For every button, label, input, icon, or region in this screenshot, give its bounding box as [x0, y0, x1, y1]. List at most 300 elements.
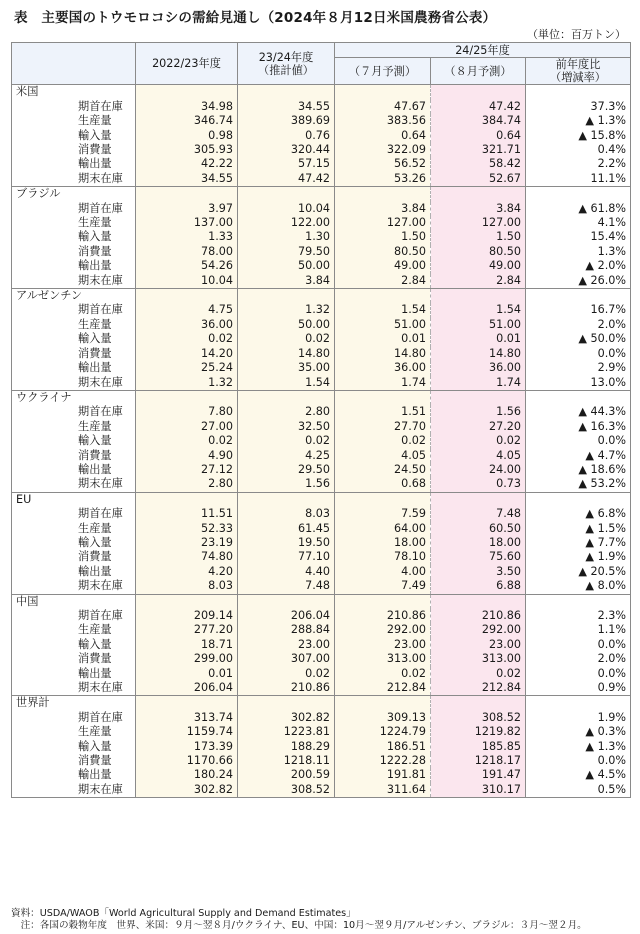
value-aug: 0.01	[431, 332, 526, 346]
blank-cell	[238, 187, 335, 202]
table-row	[12, 623, 631, 637]
country-row	[12, 187, 631, 202]
item-label: 輸出量	[12, 259, 136, 273]
item-label: 期末在庫	[12, 376, 136, 391]
value-july: 212.84	[335, 681, 431, 696]
table-row	[12, 376, 631, 391]
table-row	[12, 681, 631, 696]
value-2023: 14.80	[238, 347, 335, 361]
value-2022: 54.26	[136, 259, 238, 273]
value-july: 2.84	[335, 274, 431, 289]
value-change: ▲ 26.0%	[526, 274, 631, 289]
value-2023: 10.04	[238, 202, 335, 216]
table-row	[12, 463, 631, 477]
value-change: 11.1%	[526, 172, 631, 187]
value-july: 322.09	[335, 143, 431, 157]
source-note: 資料：USDA/WAOB「World Agricultural Supply and Demand Estimates」	[11, 908, 356, 919]
value-change: ▲ 18.6%	[526, 463, 631, 477]
value-2022: 8.03	[136, 579, 238, 594]
value-aug: 1.74	[431, 376, 526, 391]
item-label: 生産量	[12, 114, 136, 128]
value-2023: 0.02	[238, 434, 335, 448]
value-2022: 302.82	[136, 783, 238, 798]
table-row	[12, 420, 631, 434]
value-2023: 3.84	[238, 274, 335, 289]
value-2023: 32.50	[238, 420, 335, 434]
blank-cell	[136, 594, 238, 609]
value-change: 2.9%	[526, 361, 631, 375]
value-2022: 2.80	[136, 477, 238, 492]
item-label: 輸入量	[12, 332, 136, 346]
table-title: 表 主要国のトウモロコシの需給見通し（2024年８月12日米国農務省公表）	[14, 10, 497, 26]
country-row	[12, 696, 631, 711]
value-2023: 8.03	[238, 507, 335, 521]
item-label: 期末在庫	[12, 579, 136, 594]
value-2022: 27.00	[136, 420, 238, 434]
table-row	[12, 550, 631, 564]
value-change: 2.2%	[526, 157, 631, 171]
value-aug: 212.84	[431, 681, 526, 696]
value-aug: 7.48	[431, 507, 526, 521]
value-change: ▲ 6.8%	[526, 507, 631, 521]
country-row	[12, 289, 631, 304]
value-aug: 18.00	[431, 536, 526, 550]
value-july: 64.00	[335, 522, 431, 536]
value-aug: 1.50	[431, 230, 526, 244]
item-label: 期末在庫	[12, 172, 136, 187]
value-change: ▲ 16.3%	[526, 420, 631, 434]
value-aug: 1.56	[431, 405, 526, 419]
value-change: 0.4%	[526, 143, 631, 157]
value-july: 1.50	[335, 230, 431, 244]
table-row	[12, 332, 631, 346]
value-aug: 51.00	[431, 318, 526, 332]
value-aug: 14.80	[431, 347, 526, 361]
value-aug: 4.05	[431, 449, 526, 463]
table-row	[12, 172, 631, 187]
table-row	[12, 143, 631, 157]
value-aug: 310.17	[431, 783, 526, 798]
value-july: 292.00	[335, 623, 431, 637]
value-july: 14.80	[335, 347, 431, 361]
value-2022: 209.14	[136, 609, 238, 623]
blank-cell	[136, 492, 238, 507]
value-2023: 77.10	[238, 550, 335, 564]
table-row	[12, 216, 631, 230]
header-2024-group: 24/25年度	[335, 43, 631, 58]
value-aug: 58.42	[431, 157, 526, 171]
value-2022: 10.04	[136, 274, 238, 289]
value-2022: 7.80	[136, 405, 238, 419]
value-aug: 313.00	[431, 652, 526, 666]
item-label: 期末在庫	[12, 681, 136, 696]
blank-cell	[431, 187, 526, 202]
header-2023-line1: 23/24年度	[258, 50, 314, 64]
value-2023: 19.50	[238, 536, 335, 550]
crop-year-note: 注：各国の穀物年度 世界、米国：９月～翌８月/ウクライナ、EU、中国：10月～翌９月/アルゼンチン、ブラジル：３月～翌２月。	[11, 920, 587, 931]
blank-cell	[526, 289, 631, 304]
value-2022: 36.00	[136, 318, 238, 332]
header-2023	[238, 43, 335, 85]
value-2022: 1159.74	[136, 725, 238, 739]
item-label: 輸入量	[12, 638, 136, 652]
value-2022: 1.33	[136, 230, 238, 244]
value-july: 1.54	[335, 303, 431, 317]
table-row	[12, 449, 631, 463]
value-2022: 27.12	[136, 463, 238, 477]
value-aug: 1219.82	[431, 725, 526, 739]
country-row	[12, 390, 631, 405]
blank-cell	[431, 594, 526, 609]
table-row	[12, 579, 631, 594]
value-change: 37.3%	[526, 100, 631, 114]
value-2022: 0.01	[136, 667, 238, 681]
value-july: 1222.28	[335, 754, 431, 768]
value-2023: 302.82	[238, 711, 335, 725]
item-label: 輸出量	[12, 768, 136, 782]
table-row	[12, 638, 631, 652]
blank-cell	[526, 85, 631, 100]
value-july: 311.64	[335, 783, 431, 798]
value-july: 186.51	[335, 740, 431, 754]
value-2022: 4.90	[136, 449, 238, 463]
value-july: 27.70	[335, 420, 431, 434]
value-2022: 42.22	[136, 157, 238, 171]
value-change: ▲ 7.7%	[526, 536, 631, 550]
value-2023: 50.00	[238, 318, 335, 332]
value-aug: 1.54	[431, 303, 526, 317]
value-change: 13.0%	[526, 376, 631, 391]
value-july: 18.00	[335, 536, 431, 550]
value-change: 1.9%	[526, 711, 631, 725]
table-row	[12, 245, 631, 259]
blank-cell	[136, 390, 238, 405]
value-change: 16.7%	[526, 303, 631, 317]
item-label: 輸入量	[12, 129, 136, 143]
value-aug: 191.47	[431, 768, 526, 782]
value-july: 56.52	[335, 157, 431, 171]
country-row	[12, 492, 631, 507]
value-2022: 0.98	[136, 129, 238, 143]
value-2023: 210.86	[238, 681, 335, 696]
value-change: ▲ 4.5%	[526, 768, 631, 782]
value-change: 0.0%	[526, 347, 631, 361]
value-july: 78.10	[335, 550, 431, 564]
value-2023: 61.45	[238, 522, 335, 536]
blank-cell	[238, 696, 335, 711]
blank-cell	[526, 492, 631, 507]
value-change: ▲ 4.7%	[526, 449, 631, 463]
item-label: 消費量	[12, 245, 136, 259]
item-label: 生産量	[12, 623, 136, 637]
country-name: ウクライナ	[12, 390, 136, 405]
blank-cell	[335, 594, 431, 609]
value-change: 0.9%	[526, 681, 631, 696]
value-july: 4.00	[335, 565, 431, 579]
value-aug: 6.88	[431, 579, 526, 594]
value-change: 0.0%	[526, 434, 631, 448]
value-change: 1.3%	[526, 245, 631, 259]
header-aug: （８月予測）	[431, 58, 526, 85]
blank-cell	[335, 696, 431, 711]
value-aug: 210.86	[431, 609, 526, 623]
value-change: ▲ 8.0%	[526, 579, 631, 594]
value-2022: 52.33	[136, 522, 238, 536]
value-2022: 18.71	[136, 638, 238, 652]
value-aug: 80.50	[431, 245, 526, 259]
value-change: ▲ 0.3%	[526, 725, 631, 739]
value-2023: 1.30	[238, 230, 335, 244]
value-change: 2.0%	[526, 318, 631, 332]
value-2022: 277.20	[136, 623, 238, 637]
value-2023: 34.55	[238, 100, 335, 114]
supply-demand-table	[11, 42, 631, 798]
blank-cell	[431, 696, 526, 711]
value-change: 2.0%	[526, 652, 631, 666]
value-2023: 320.44	[238, 143, 335, 157]
item-label: 輸入量	[12, 536, 136, 550]
table-row	[12, 609, 631, 623]
value-2022: 78.00	[136, 245, 238, 259]
value-aug: 127.00	[431, 216, 526, 230]
value-aug: 23.00	[431, 638, 526, 652]
table-row	[12, 405, 631, 419]
value-july: 3.84	[335, 202, 431, 216]
value-2023: 2.80	[238, 405, 335, 419]
item-label: 消費量	[12, 652, 136, 666]
table-row	[12, 725, 631, 739]
value-2023: 389.69	[238, 114, 335, 128]
value-july: 210.86	[335, 609, 431, 623]
value-change: ▲ 15.8%	[526, 129, 631, 143]
blank-cell	[335, 492, 431, 507]
item-label: 輸出量	[12, 667, 136, 681]
value-change: ▲ 20.5%	[526, 565, 631, 579]
country-name: EU	[12, 492, 136, 507]
item-label: 生産量	[12, 420, 136, 434]
value-2022: 173.39	[136, 740, 238, 754]
header-2023-line2: （推計値）	[258, 63, 314, 77]
value-2023: 29.50	[238, 463, 335, 477]
item-label: 期首在庫	[12, 405, 136, 419]
item-label: 期末在庫	[12, 274, 136, 289]
value-change: ▲ 50.0%	[526, 332, 631, 346]
value-change: 0.5%	[526, 783, 631, 798]
value-2023: 47.42	[238, 172, 335, 187]
country-name: ブラジル	[12, 187, 136, 202]
blank-cell	[136, 289, 238, 304]
value-2023: 188.29	[238, 740, 335, 754]
value-aug: 27.20	[431, 420, 526, 434]
value-july: 1.74	[335, 376, 431, 391]
value-change: 15.4%	[526, 230, 631, 244]
value-2022: 23.19	[136, 536, 238, 550]
value-2023: 79.50	[238, 245, 335, 259]
value-aug: 47.42	[431, 100, 526, 114]
blank-cell	[526, 390, 631, 405]
country-name: 世界計	[12, 696, 136, 711]
value-2023: 1.32	[238, 303, 335, 317]
value-2022: 1170.66	[136, 754, 238, 768]
table-row	[12, 434, 631, 448]
value-july: 191.81	[335, 768, 431, 782]
value-2022: 346.74	[136, 114, 238, 128]
item-label: 消費量	[12, 754, 136, 768]
value-july: 0.02	[335, 667, 431, 681]
blank-cell	[431, 85, 526, 100]
header-change-line1: 前年度比	[555, 58, 601, 72]
value-july: 313.00	[335, 652, 431, 666]
value-july: 127.00	[335, 216, 431, 230]
value-2023: 35.00	[238, 361, 335, 375]
notes	[11, 908, 587, 932]
blank-cell	[431, 492, 526, 507]
header-2022: 2022/23年度	[136, 43, 238, 85]
table-row	[12, 157, 631, 171]
value-aug: 49.00	[431, 259, 526, 273]
header-change-line2: （増減率）	[550, 71, 606, 85]
item-label: 生産量	[12, 216, 136, 230]
value-2022: 74.80	[136, 550, 238, 564]
blank-cell	[526, 696, 631, 711]
value-aug: 36.00	[431, 361, 526, 375]
table-row	[12, 507, 631, 521]
item-label: 期末在庫	[12, 477, 136, 492]
item-label: 期首在庫	[12, 609, 136, 623]
value-july: 309.13	[335, 711, 431, 725]
table-row	[12, 536, 631, 550]
header-change	[526, 58, 631, 85]
blank-cell	[136, 85, 238, 100]
value-aug: 1218.17	[431, 754, 526, 768]
value-aug: 24.00	[431, 463, 526, 477]
value-2022: 313.74	[136, 711, 238, 725]
table-row	[12, 202, 631, 216]
value-2023: 206.04	[238, 609, 335, 623]
item-label: 生産量	[12, 318, 136, 332]
item-label: 消費量	[12, 347, 136, 361]
value-2023: 200.59	[238, 768, 335, 782]
value-july: 1224.79	[335, 725, 431, 739]
value-2022: 0.02	[136, 434, 238, 448]
value-2023: 0.76	[238, 129, 335, 143]
blank-cell	[335, 85, 431, 100]
item-label: 消費量	[12, 550, 136, 564]
value-july: 24.50	[335, 463, 431, 477]
blank-cell	[238, 289, 335, 304]
value-change: ▲ 1.3%	[526, 740, 631, 754]
blank-cell	[238, 594, 335, 609]
value-aug: 0.73	[431, 477, 526, 492]
value-2023: 288.84	[238, 623, 335, 637]
table-row	[12, 347, 631, 361]
value-july: 383.56	[335, 114, 431, 128]
table-row	[12, 565, 631, 579]
value-july: 53.26	[335, 172, 431, 187]
value-july: 36.00	[335, 361, 431, 375]
value-2022: 137.00	[136, 216, 238, 230]
value-2023: 308.52	[238, 783, 335, 798]
table-row	[12, 740, 631, 754]
value-aug: 185.85	[431, 740, 526, 754]
blank-cell	[526, 594, 631, 609]
value-2022: 1.32	[136, 376, 238, 391]
header-blank	[12, 43, 136, 85]
item-label: 輸出量	[12, 157, 136, 171]
table-row	[12, 522, 631, 536]
blank-cell	[335, 187, 431, 202]
value-july: 7.49	[335, 579, 431, 594]
value-aug: 52.67	[431, 172, 526, 187]
table-row	[12, 100, 631, 114]
country-row	[12, 85, 631, 100]
country-name: アルゼンチン	[12, 289, 136, 304]
table-row	[12, 129, 631, 143]
value-2022: 3.97	[136, 202, 238, 216]
value-2022: 25.24	[136, 361, 238, 375]
value-july: 0.68	[335, 477, 431, 492]
value-2023: 0.02	[238, 667, 335, 681]
blank-cell	[526, 187, 631, 202]
value-aug: 292.00	[431, 623, 526, 637]
value-aug: 3.84	[431, 202, 526, 216]
table-row	[12, 783, 631, 798]
table-row	[12, 230, 631, 244]
value-aug: 60.50	[431, 522, 526, 536]
item-label: 輸入量	[12, 740, 136, 754]
item-label: 輸出量	[12, 463, 136, 477]
value-aug: 75.60	[431, 550, 526, 564]
item-label: 輸出量	[12, 565, 136, 579]
table-row	[12, 711, 631, 725]
value-2022: 0.02	[136, 332, 238, 346]
value-2023: 4.25	[238, 449, 335, 463]
table-row	[12, 259, 631, 273]
item-label: 期首在庫	[12, 202, 136, 216]
value-change: 0.0%	[526, 754, 631, 768]
value-change: ▲ 2.0%	[526, 259, 631, 273]
value-2023: 1223.81	[238, 725, 335, 739]
value-2023: 50.00	[238, 259, 335, 273]
value-july: 23.00	[335, 638, 431, 652]
country-row	[12, 594, 631, 609]
header-july: （７月予測）	[335, 58, 431, 85]
value-2022: 4.75	[136, 303, 238, 317]
value-2022: 4.20	[136, 565, 238, 579]
value-aug: 321.71	[431, 143, 526, 157]
item-label: 輸入量	[12, 230, 136, 244]
value-2023: 122.00	[238, 216, 335, 230]
item-label: 期首在庫	[12, 303, 136, 317]
value-2023: 307.00	[238, 652, 335, 666]
value-aug: 0.02	[431, 667, 526, 681]
item-label: 輸入量	[12, 434, 136, 448]
value-2023: 23.00	[238, 638, 335, 652]
value-july: 1.51	[335, 405, 431, 419]
value-2023: 0.02	[238, 332, 335, 346]
value-aug: 2.84	[431, 274, 526, 289]
blank-cell	[238, 390, 335, 405]
item-label: 生産量	[12, 522, 136, 536]
value-aug: 0.64	[431, 129, 526, 143]
value-2022: 305.93	[136, 143, 238, 157]
table-row	[12, 768, 631, 782]
value-2022: 180.24	[136, 768, 238, 782]
value-july: 51.00	[335, 318, 431, 332]
blank-cell	[238, 492, 335, 507]
value-aug: 384.74	[431, 114, 526, 128]
value-july: 7.59	[335, 507, 431, 521]
